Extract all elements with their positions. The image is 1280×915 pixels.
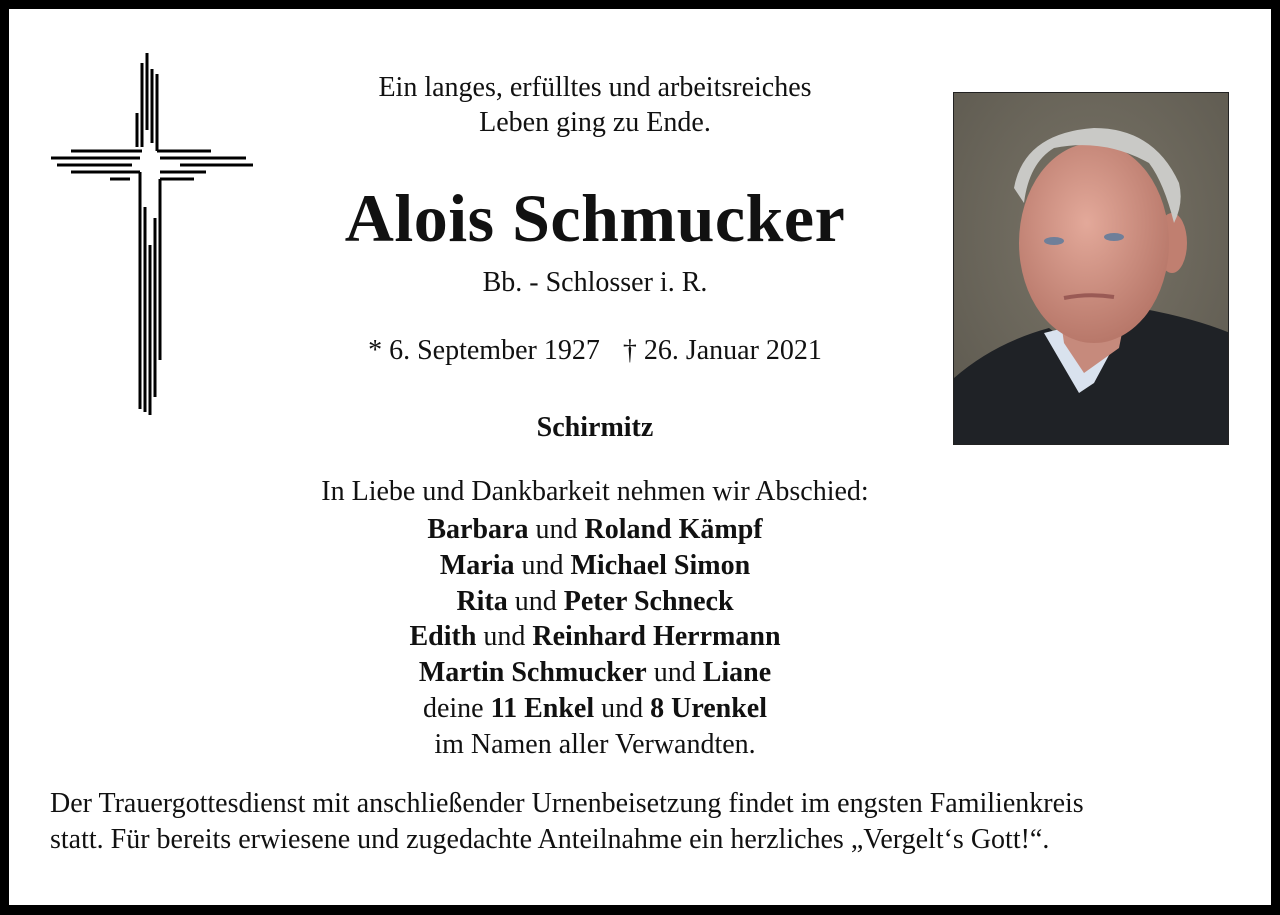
mourner-name: Rita — [456, 585, 508, 617]
mourners-list — [260, 512, 930, 763]
mourner-line — [260, 619, 930, 655]
intro-line-2: Leben ging zu Ende. — [479, 107, 711, 138]
death-date: † 26. Januar 2021 — [622, 335, 822, 366]
mourner-name: Edith — [409, 621, 477, 653]
cross-icon — [48, 50, 258, 415]
mourner-name: 8 Urenkel — [650, 692, 768, 724]
mourner-line — [260, 691, 930, 727]
connector-text: und — [646, 657, 703, 689]
connector-text: im Namen aller Verwandten. — [434, 728, 756, 760]
mourner-name: 11 Enkel — [490, 692, 595, 724]
mourner-name: Martin Schmucker — [418, 657, 647, 689]
mourner-name: Barbara — [427, 514, 529, 545]
life-dates — [260, 333, 930, 369]
birth-date: * 6. September 1927 — [368, 335, 600, 366]
mourner-line — [260, 512, 930, 548]
mourner-name: Liane — [702, 657, 772, 689]
farewell-text: In Liebe und Dankbarkeit nehmen wir Abschied: — [321, 476, 869, 507]
connector-text: und — [507, 585, 564, 617]
mourner-name: Reinhard Herrmann — [532, 621, 781, 653]
mourner-line — [260, 727, 930, 763]
intro-line-1: Ein langes, erfülltes und arbeitsreiches — [378, 72, 812, 103]
connector-text: und — [528, 514, 585, 545]
connector-text: deine — [422, 692, 491, 724]
portrait-photo — [953, 92, 1229, 445]
mourner-name: Peter Schneck — [563, 585, 734, 617]
connector-text: und — [514, 549, 571, 581]
portrait-image — [954, 93, 1229, 445]
mourner-name: Michael Simon — [570, 549, 751, 581]
deceased-profession: Bb. - Schlosser i. R. — [482, 267, 708, 298]
connector-text: und — [476, 621, 533, 653]
mourner-name: Roland Kämpf — [584, 514, 763, 545]
footer-line-1: Der Trauergottesdienst mit anschließender Urnenbeisetzung findet im engsten Familienkreis — [50, 788, 1084, 819]
intro-text — [260, 70, 930, 140]
mourner-name: Maria — [439, 549, 515, 581]
footer-notice — [50, 786, 1250, 858]
connector-text: und — [594, 692, 651, 724]
mourner-line — [260, 655, 930, 691]
deceased-name: Alois Schmucker — [344, 180, 846, 256]
mourner-line — [260, 584, 930, 620]
footer-line-2: statt. Für bereits erwiesene und zugedachte Anteilnahme ein herzliches „Vergelt‘s Gott!“. — [50, 824, 1050, 855]
hometown: Schirmitz — [536, 412, 654, 443]
mourner-line — [260, 548, 930, 584]
